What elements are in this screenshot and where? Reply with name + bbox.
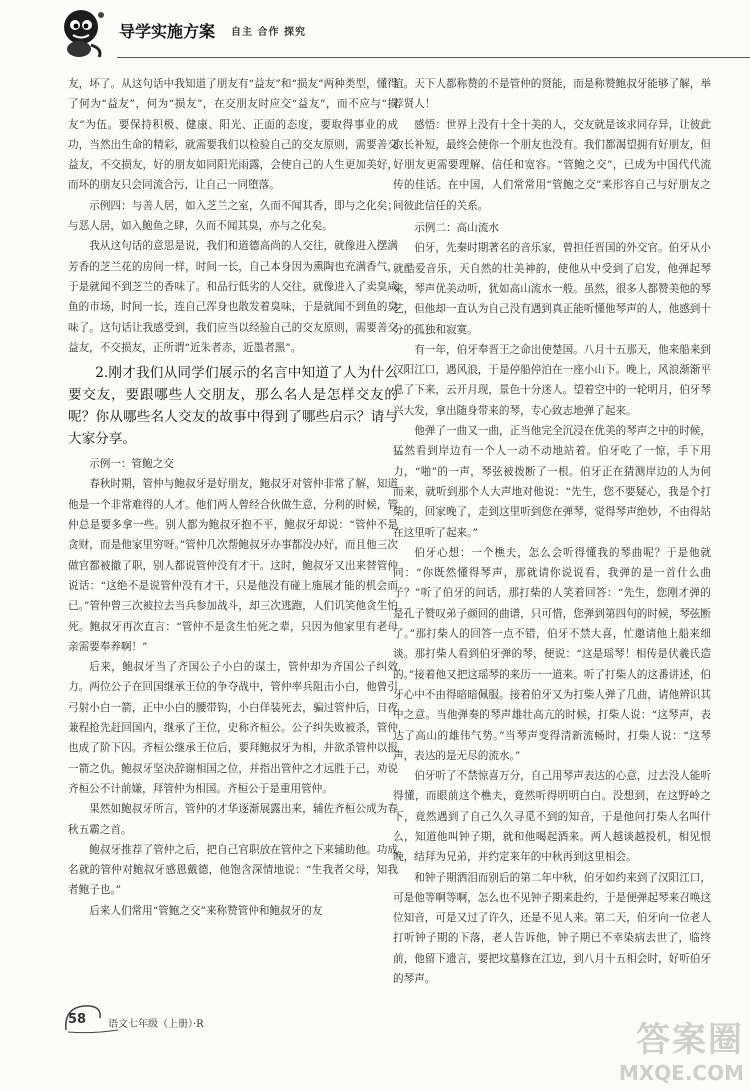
- paragraph: 谊。天下人都称赞的不是管仲的贤能，而是称赞鲍叔牙能够了解，举荐贤人！: [393, 78, 711, 111]
- paragraph: 后来人们常用“管鲍之交”来称赞管仲和鲍叔牙的友: [89, 904, 323, 917]
- paragraph: 示例四：与善人居，如入芝兰之室，久而不闻其香，即与之化矣；与恶人居，如入鲍鱼之肆，久而不闻其臭，亦与之化矣。: [68, 199, 398, 233]
- mascot-logo-icon: [55, 5, 113, 61]
- page-header: [55, 5, 735, 65]
- paragraph: 伯牙听了不禁惊喜万分，自己用琴声表达的心意，过去没人能听得懂，而眼前这个樵夫，竟然听得明明白白。没想到，在这野岭之下，竟然遇到了自己久久寻觅不到的知音，于是他问打柴人名叫什么，知道他叫钟子期，就和他喝起酒来。两人越谈越投机，相见恨晚，结拜为兄弟，并约定来年的中秋再到这里相会。: [393, 770, 711, 864]
- header-subtitle: 自主 合作 探究: [231, 27, 306, 38]
- paragraph: 感悟：世界上没有十全十美的人，交友就是该求同存异，让彼此取长补短，最终会使你一个朋友也没有。我们都渴望拥有好朋友，但好朋友更需要理解、信任和宽容。“管鲍之交”，已成为中国代代流传的佳话。在中国，人们常常用“管鲍之交”来形容自己与好朋友之间彼此信任的关系。: [393, 118, 711, 212]
- header-divider: [117, 57, 750, 58]
- paragraph: 我从这句话的意思是说，我们和道德高尚的人交往，就像进入摆满芳香的芝兰花的房间一样，时间一长，自己本身因为熏陶也充满香气，于是就闻不到芝兰的香味了。和品行低劣的人交往，就像进入了卖臭咸鱼的市场，时间一长，连自己浑身也散发着臭味，于是就闻不到鱼的臭味了。这句话让我感受到，我们应当以经验自己的交友原则，需要善交益友，不交损友，正所谓“近朱者赤，近墨者黑”。: [68, 240, 398, 354]
- question-prompt: 2.刚才我们从同学们展示的名言中知道了人为什么要交友，要跟哪些人交朋友，那么名人是怎样交友的呢？你从哪些名人交友的故事中得到了哪些启示？请与大家分享。: [68, 365, 398, 448]
- right-column: [393, 74, 711, 989]
- page-footer: [62, 1000, 322, 1034]
- page-number: 58: [68, 1012, 87, 1027]
- paragraph: 和钟子期洒泪而别后的第二年中秋，伯牙如约来到了汉阳江口，可是他等啊等啊，怎么也不见钟子期来赴约，于是便弹起琴来召唤这位知音，可是又过了许久，还是不见人来。第二天，伯牙向一位老人打听钟子期的下落，老人告诉他，钟子期已不幸染病去世了，临终前，他留下遗言，要把坟墓修在江边，到八月十五相会时，好听伯牙的琴声。: [393, 871, 711, 986]
- left-column: [68, 74, 398, 921]
- book-info: 语文七年级（上册）·R: [108, 1019, 204, 1030]
- example-heading: 示例二：高山流水: [414, 222, 499, 235]
- watermark-line1: 答案圈: [636, 1020, 744, 1060]
- paragraph: 他弹了一曲又一曲，正当他完全沉浸在优美的琴声之中的时候，猛然看到岸边有一个人一动不动地站着。伯牙吃了一惊，手下用力，“啪”的一声，琴弦被拨断了一根。伯牙正在猜测岸边的人为何而来，就听到那个人大声地对他说：“先生，您不要疑心，我是个打柴的，回家晚了，走到这里听到您在弹琴，觉得琴声绝妙，不由得站在这里听了起来。”: [393, 425, 711, 539]
- paragraph: 友，坏了。从这句话中我知道了朋友有“益友”和“损友”两种类型，懂得了何为“益友”，何为“损友”，在交朋友时应交“益友”，而不应与“损友”为伍。要保持积极、健康、阳光、正面的态度，要取得事业的成功，当然出生命的精彩，就需要我们以检验自己的交友原则，需要善交益友，不交损友，好的朋友如同阳光雨露，会使自己的人生更加美好，而坏的朋友只会同流合污，让自己一同堕落。: [68, 78, 398, 192]
- paragraph: 后来，鲍叔牙当了齐国公子小白的谋士，管仲却为齐国公子纠效力。两位公子在回国继承王位的争夺战中，管仲率兵阻击小白，他曾引弓射小白一箭，正中小白的腰带钩，小白佯装死去，骗过管仲后，日夜兼程抢先赶回国内，继承了王位，史称齐桓公。公子纠失败被杀，管仲也成了阶下囚。齐桓公继承王位后，要拜鲍叔牙为相，并欲杀管仲以报一箭之仇。鲍叔牙坚决辞谢相国之位，并指出管仲之才远胜于己，劝说齐桓公不计前嫌，拜管仲为相国。齐桓公于是重用管仲。: [68, 661, 398, 795]
- paragraph: 伯牙心想：一个樵夫，怎么会听得懂我的琴曲呢？于是他就问：“你既然懂得琴声，那就请你说说看，我弹的是一首什么曲子？”听了伯牙的问话，那打柴的人笑着回答：“先生，您刚才弹的是孔子赞叹弟子颜回的曲谱，只可惜，您弹到第四句的时候，琴弦断了。”那打柴人的回答一点不错，伯牙不禁大喜，忙邀请他上船来细谈。那打柴人看到伯牙弹的琴，便说：“这是瑶琴！相传是伏羲氏造的。”接着他又把这瑶琴的来历一一道来。听了打柴人的这番讲述，伯牙心中不由得暗暗佩服。接着伯牙又为打柴人弹了几曲，请他辨识其中之意。当他弹奏的琴声雄壮高亢的时候，打柴人说：“这琴声，表达了高山的雄伟气势。”当琴声变得清新流畅时，打柴人说：“这琴声，表达的是无尽的流水。”: [393, 546, 711, 762]
- watermark: [619, 1012, 744, 1085]
- paragraph: 有一年，伯牙奉晋王之命出使楚国。八月十五那天，他来船来到汉阳江口，遇风浪，于是停船停泊在一座小山下。晚上，风浪渐渐平息了下来，云开月现，景色十分迷人。望着空中的一轮明月，伯牙琴兴大发，拿出随身带来的琴，专心致志地弹了起来。: [393, 343, 711, 417]
- paragraph: 伯牙，先秦时期著名的音乐家，曾担任晋国的外交官。伯牙从小就酷爱音乐，天自然的壮美神韵，使他从中受到了启发，他弹起琴来，琴声优美动听，犹如高山流水一般。虽然，很多人都赞美他的琴艺，但他却一直认为自己没有遇到真正能听懂他琴声的人，他感到十分的孤独和寂寞。: [393, 242, 711, 336]
- paragraph: 鲍叔牙推荐了管仲之后，把自己官职放在管仲之下来辅助他。功成名就的管仲对鲍叔牙感恩戴德，他饱含深情地说：“生我者父母，知我者鲍子也。”: [68, 843, 398, 897]
- header-title: 导学实施方案: [119, 22, 216, 41]
- example-heading: 示例一：管鲍之交: [89, 458, 174, 471]
- paragraph: 春秋时期，管仲与鲍叔牙是好朋友，鲍叔牙对管仲非常了解，知道他是一个非常难得的人才。他们两人曾经合伙做生意，分利的时候，管仲总是要多拿一些。别人都为鲍叔牙抱不平，鲍叔牙却说：“管仲不是贪财，而是他家里穷呀。”管仲几次帮鲍叔牙办事都没办好，而且他三次做官都被撤了职，别人都说管仲没有才干。这时，鲍叔牙又出来替管仲说话：“这绝不是说管仲没有才干，只是他没有碰上施展才能的机会而已。”管仲曾三次被拉去当兵参加战斗，却三次逃跑，人们讥笑他贪生怕死。鲍叔牙再次直言：“管仲不是贪生怕死之辈，只因为他家里有老母亲需要奉养啊！”: [68, 478, 398, 653]
- watermark-line2: MXQE.COM: [618, 1061, 744, 1085]
- paragraph: 果然如鲍叔牙所言，管仲的才华逐渐展露出来，辅佐齐桓公成为春秋五霸之首。: [68, 803, 398, 836]
